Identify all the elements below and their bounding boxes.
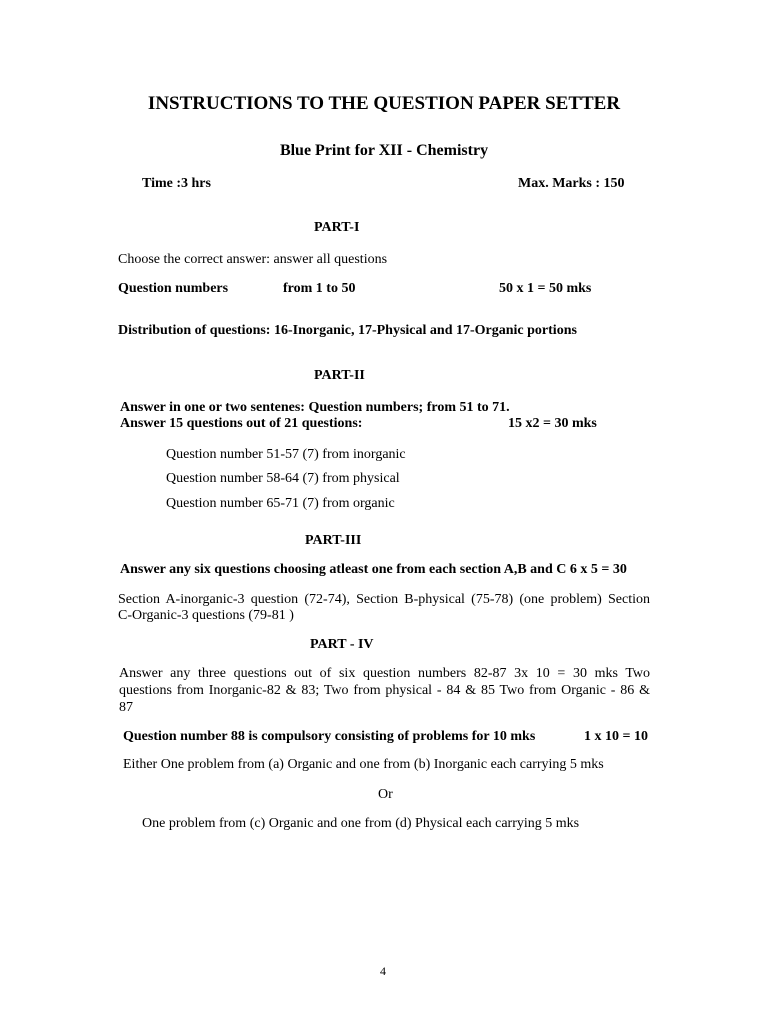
part3-sections-line2: C-Organic-3 questions (79-81 ) [118,608,294,623]
page-number: 4 [380,964,386,978]
max-marks-label: Max. Marks : 150 [518,176,625,191]
part1-question-range: from 1 to 50 [283,281,356,296]
part2-item-organic: Question number 65-71 (7) from organic [166,496,395,511]
part4-line1: Answer any three questions out of six question numbers 82-87 3x 10 = 30 mks Two [119,666,650,681]
document-title: INSTRUCTIONS TO THE QUESTION PAPER SETTER [147,93,621,114]
part1-question-numbers-label: Question numbers [118,281,229,296]
part3-sections-line1: Section A-inorganic-3 question (72-74), Section B-physical (75-78) (one problem) Section [118,592,650,607]
part1-heading: PART-I [314,220,360,235]
part4-or: Or [378,787,393,802]
part1-distribution: Distribution of questions: 16-Inorganic, 17-Physical and 17-Organic portions [118,323,577,338]
document-subtitle: Blue Print for XII - Chemistry [279,142,489,159]
part2-item-inorganic: Question number 51-57 (7) from inorganic [166,447,406,462]
part1-marks: 50 x 1 = 50 mks [499,281,592,296]
part4-option2: One problem from (c) Organic and one from (d) Physical each carrying 5 mks [142,816,580,831]
part3-heading: PART-III [305,533,362,548]
part2-heading: PART-II [314,368,365,383]
part2-item-physical: Question number 58-64 (7) from physical [166,471,400,486]
part2-line1: Answer in one or two sentenes: Question numbers; from 51 to 71. [120,400,510,415]
part4-compulsory-marks: 1 x 10 = 10 [584,729,648,744]
part4-line2: questions from Inorganic-82 & 83; Two from physical - 84 & 85 Two from Organic - 86 & [119,683,650,698]
part4-compulsory: Question number 88 is compulsory consisting of problems for 10 mks [123,729,536,744]
part1-instruction: Choose the correct answer: answer all questions [118,252,388,267]
time-label: Time :3 hrs [142,176,211,191]
part2-marks: 15 x2 = 30 mks [508,416,597,431]
part3-instruction: Answer any six questions choosing atleast one from each section A,B and C 6 x 5 = 30 [120,562,627,577]
part4-either: Either One problem from (a) Organic and one from (b) Inorganic each carrying 5 mks [123,757,604,772]
part4-line3: 87 [119,700,133,715]
part2-line2: Answer 15 questions out of 21 questions: [120,416,363,431]
part4-heading: PART - IV [310,637,374,652]
